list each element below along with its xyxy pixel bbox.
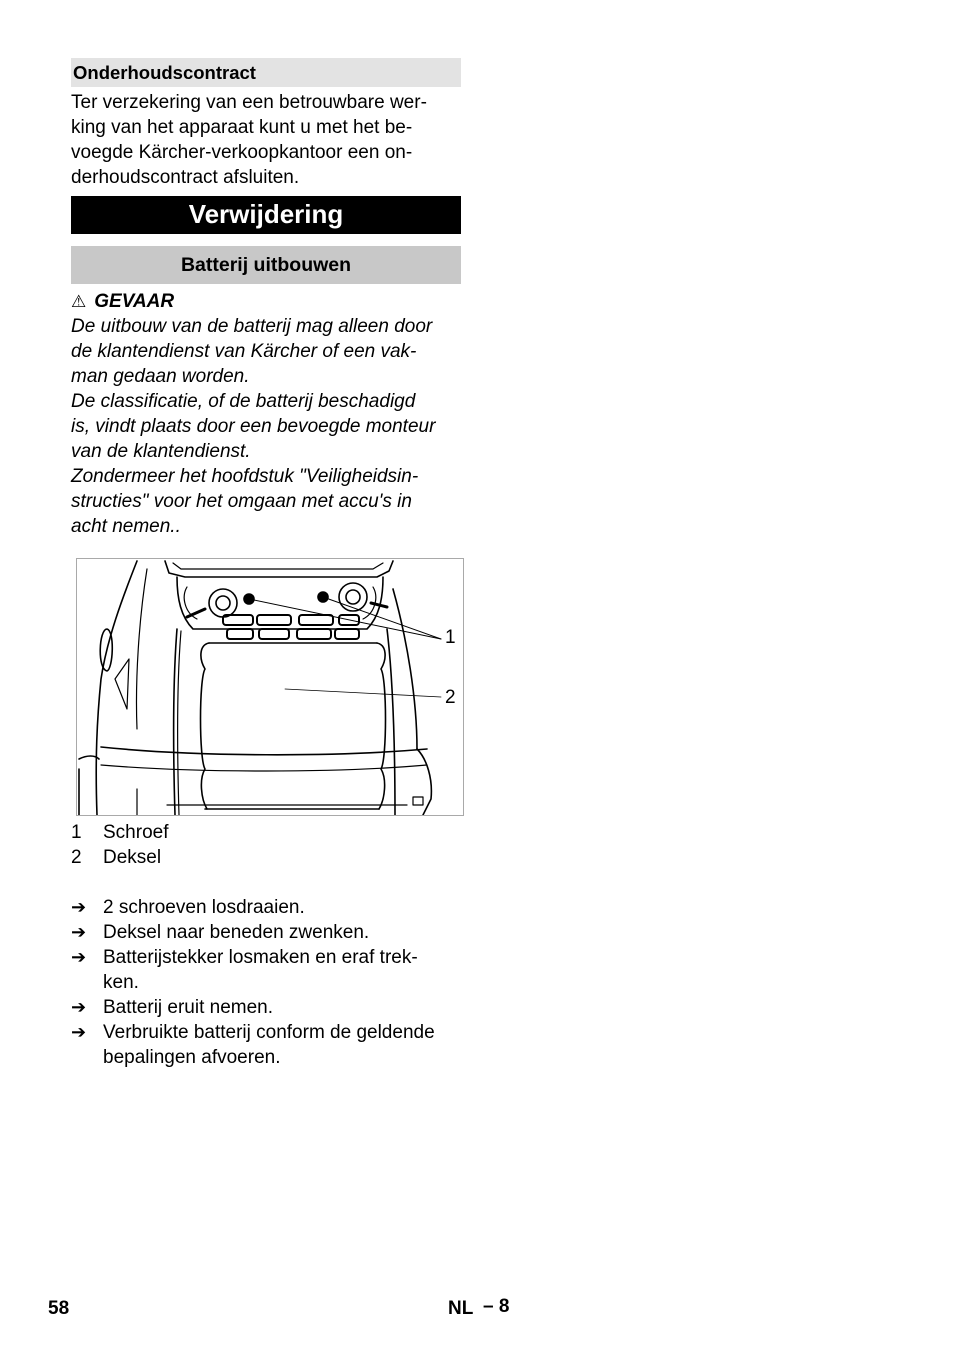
step-text: Verbruikte batterij conform de geldende [103,1022,435,1043]
danger-warning [71,289,466,539]
legend-item [71,845,168,870]
step-text: 2 schroeven losdraaien. [103,897,305,918]
battery-heading: Batterij uitbouwen [71,246,461,284]
warning-line: structies" voor het omgaan met accu's in [71,491,412,512]
legend-number: 2 [71,847,82,868]
step-item [71,920,466,945]
warning-line: De classificatie, of de batterij beschadigd [71,391,416,412]
warning-line: man gedaan worden. [71,366,250,387]
maintenance-paragraph [71,90,466,190]
legend-item [71,820,168,845]
callout-2: 2 [445,687,456,708]
legend-label: Deksel [103,847,162,868]
step-item [71,995,466,1020]
paragraph-line: king van het apparaat kunt u met het be- [71,117,413,138]
warning-line: acht nemen.. [71,516,181,537]
figure-legend [71,820,168,870]
warning-title-row [71,289,466,314]
arrow-right-icon: ➔ [71,897,87,917]
step-item [71,895,466,920]
step-text: ken. [103,972,139,993]
battery-cover-illustration [76,558,464,816]
warning-triangle-icon: ⚠ [71,292,87,311]
warning-line: Zondermeer het hoofdstuk "Veiligheidsin- [71,466,419,487]
warning-line: van de klantendienst. [71,441,251,462]
warning-line: de klantendienst van Kärcher of een vak- [71,341,417,362]
callout-1: 1 [445,627,456,648]
paragraph-line: Ter verzekering van een betrouwbare wer- [71,92,427,113]
paragraph-line: derhoudscontract afsluiten. [71,167,300,188]
arrow-right-icon: ➔ [71,922,87,942]
warning-line: De uitbouw van de batterij mag alleen door [71,316,433,337]
legend-label: Schroef [103,822,169,843]
step-item [71,945,466,995]
step-item [71,1020,466,1070]
maintenance-heading: Onderhoudscontract [71,58,461,87]
step-text: Batterij eruit nemen. [103,997,274,1018]
step-text: bepalingen afvoeren. [103,1047,281,1068]
step-text: Batterijstekker losmaken en eraf trek- [103,947,418,968]
footer-language: NL [448,1298,474,1319]
warning-line: is, vindt plaats door een bevoegde monteur [71,416,436,437]
page-number: 58 [48,1298,70,1319]
warning-title: GEVAAR [94,291,175,312]
arrow-right-icon: ➔ [71,947,87,967]
chapter-title: Verwijdering [71,196,461,234]
arrow-right-icon: ➔ [71,997,87,1017]
legend-number: 1 [71,822,82,843]
footer-section-page: – 8 [483,1296,510,1317]
paragraph-line: voegde Kärcher-verkoopkantoor een on- [71,142,413,163]
arrow-right-icon: ➔ [71,1022,87,1042]
step-text: Deksel naar beneden zwenken. [103,922,370,943]
instruction-steps [71,895,466,1070]
